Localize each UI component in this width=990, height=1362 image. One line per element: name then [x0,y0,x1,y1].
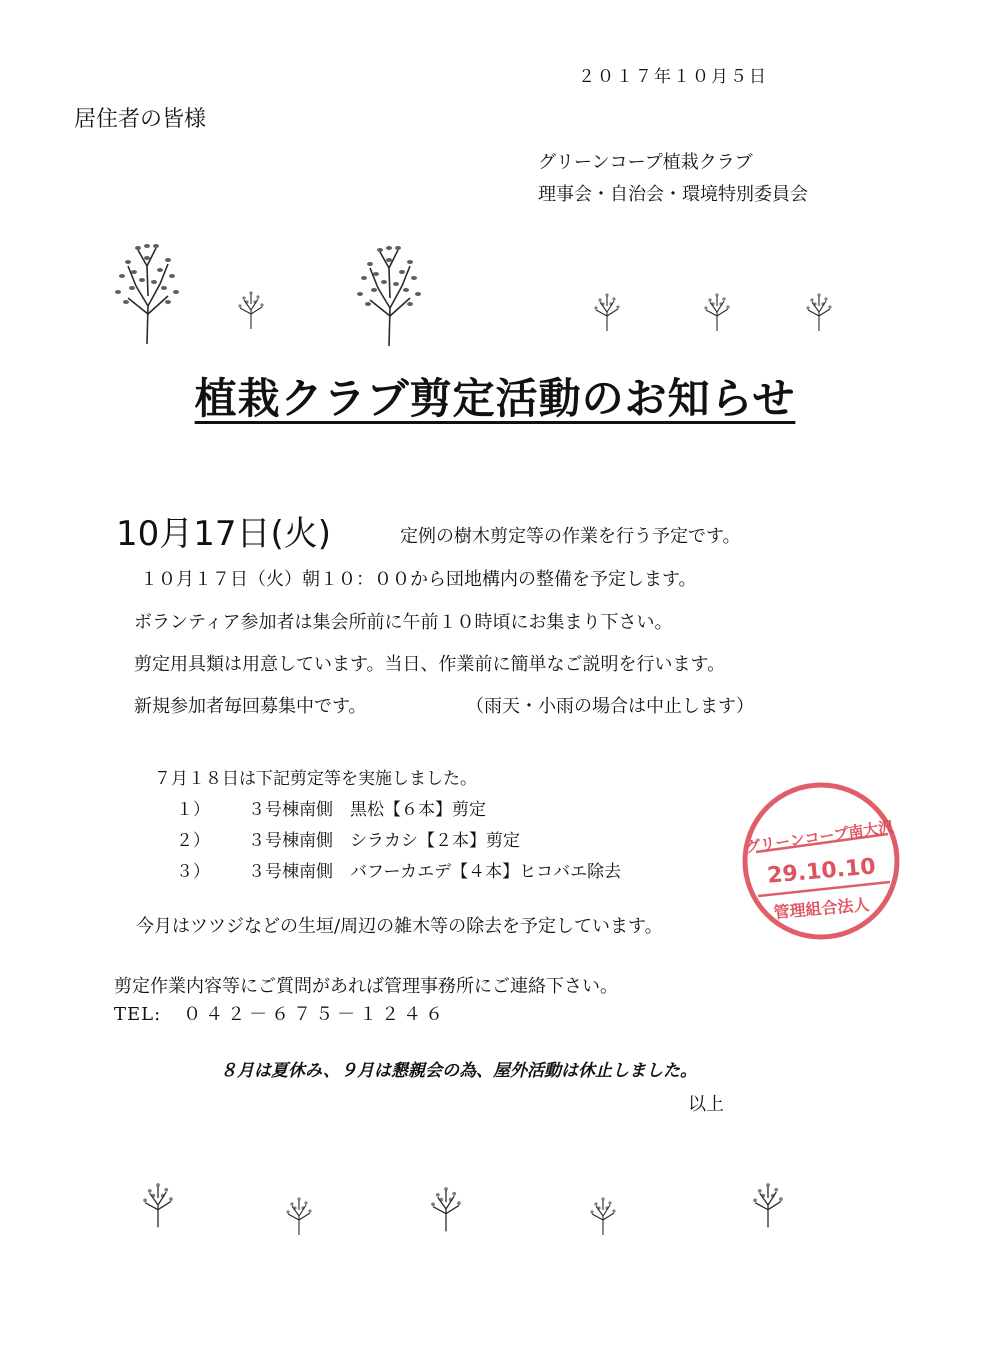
phone-label: TEL: [114,1004,162,1025]
list-item-number: ２） [176,831,210,851]
tree-icon [700,292,734,332]
suspension-notice: ８月は夏休み、９月は懇親会の為、屋外活動は休止しました。 [220,1061,698,1081]
tree-icon [108,236,186,346]
event-date: 10月17日(火) [116,514,332,554]
issue-date: ２０１７年１０月５日 [578,67,768,87]
tree-icon [426,1184,466,1234]
tree-icon [748,1180,788,1230]
sender-line-1: グリーンコープ植栽クラブ [538,152,753,173]
approval-stamp [738,778,904,944]
list-item-text: ３号棟南側 バフーカエデ【４本】ヒコバエ除去 [248,862,622,882]
closing: 以上 [688,1094,724,1115]
page-title: 植栽クラブ剪定活動のお知らせ [194,374,796,423]
tree-icon [234,290,268,330]
rain-note: （雨天・小雨の場合は中止します） [466,696,754,717]
tree-icon [350,238,428,348]
phone-line [114,1000,447,1026]
body-line-recruit: 新規参加者毎回募集中です。 [134,696,367,717]
event-description: 定例の樹木剪定等の作業を行う予定です。 [400,526,741,547]
tree-icon [590,292,624,332]
past-activity-intro: ７月１８日は下記剪定等を実施しました。 [154,769,477,789]
sender-line-2: 理事会・自治会・環境特別委員会 [538,184,808,205]
body-line-schedule: １０月１７日（火）朝１０：００から団地構内の整備を予定します。 [140,569,697,590]
stamp-bottom-text: 管理組合法人 [772,894,871,923]
tree-icon [282,1196,316,1236]
tree-icon [586,1196,620,1236]
list-item-number: ３） [176,862,210,882]
this-month-plan: 今月はツツジなどの生垣/周辺の雑木等の除去を予定しています。 [136,916,663,937]
list-item-number: １） [176,800,210,820]
list-item-text: ３号棟南側 黒松【６本】剪定 [248,800,486,820]
stamp-top-text: グリーンコープ南大沢 [744,817,895,857]
phone-number: ０４２－６７５－１２４６ [183,1004,448,1025]
contact-text: 剪定作業内容等にご質問があれば管理事務所にご連絡下さい。 [114,976,618,997]
tree-icon [138,1180,178,1230]
body-line-tools: 剪定用具類は用意しています。当日、作業前に簡単なご説明を行います。 [134,654,726,675]
tree-icon [802,292,836,332]
stamp-date: 29.10.10 [766,854,877,889]
body-line-meeting: ボランティア参加者は集会所前に午前１０時頃にお集まり下さい。 [134,612,673,633]
greeting: 居住者の皆様 [74,107,207,132]
list-item-text: ３号棟南側 シラカシ【２本】剪定 [248,831,520,851]
